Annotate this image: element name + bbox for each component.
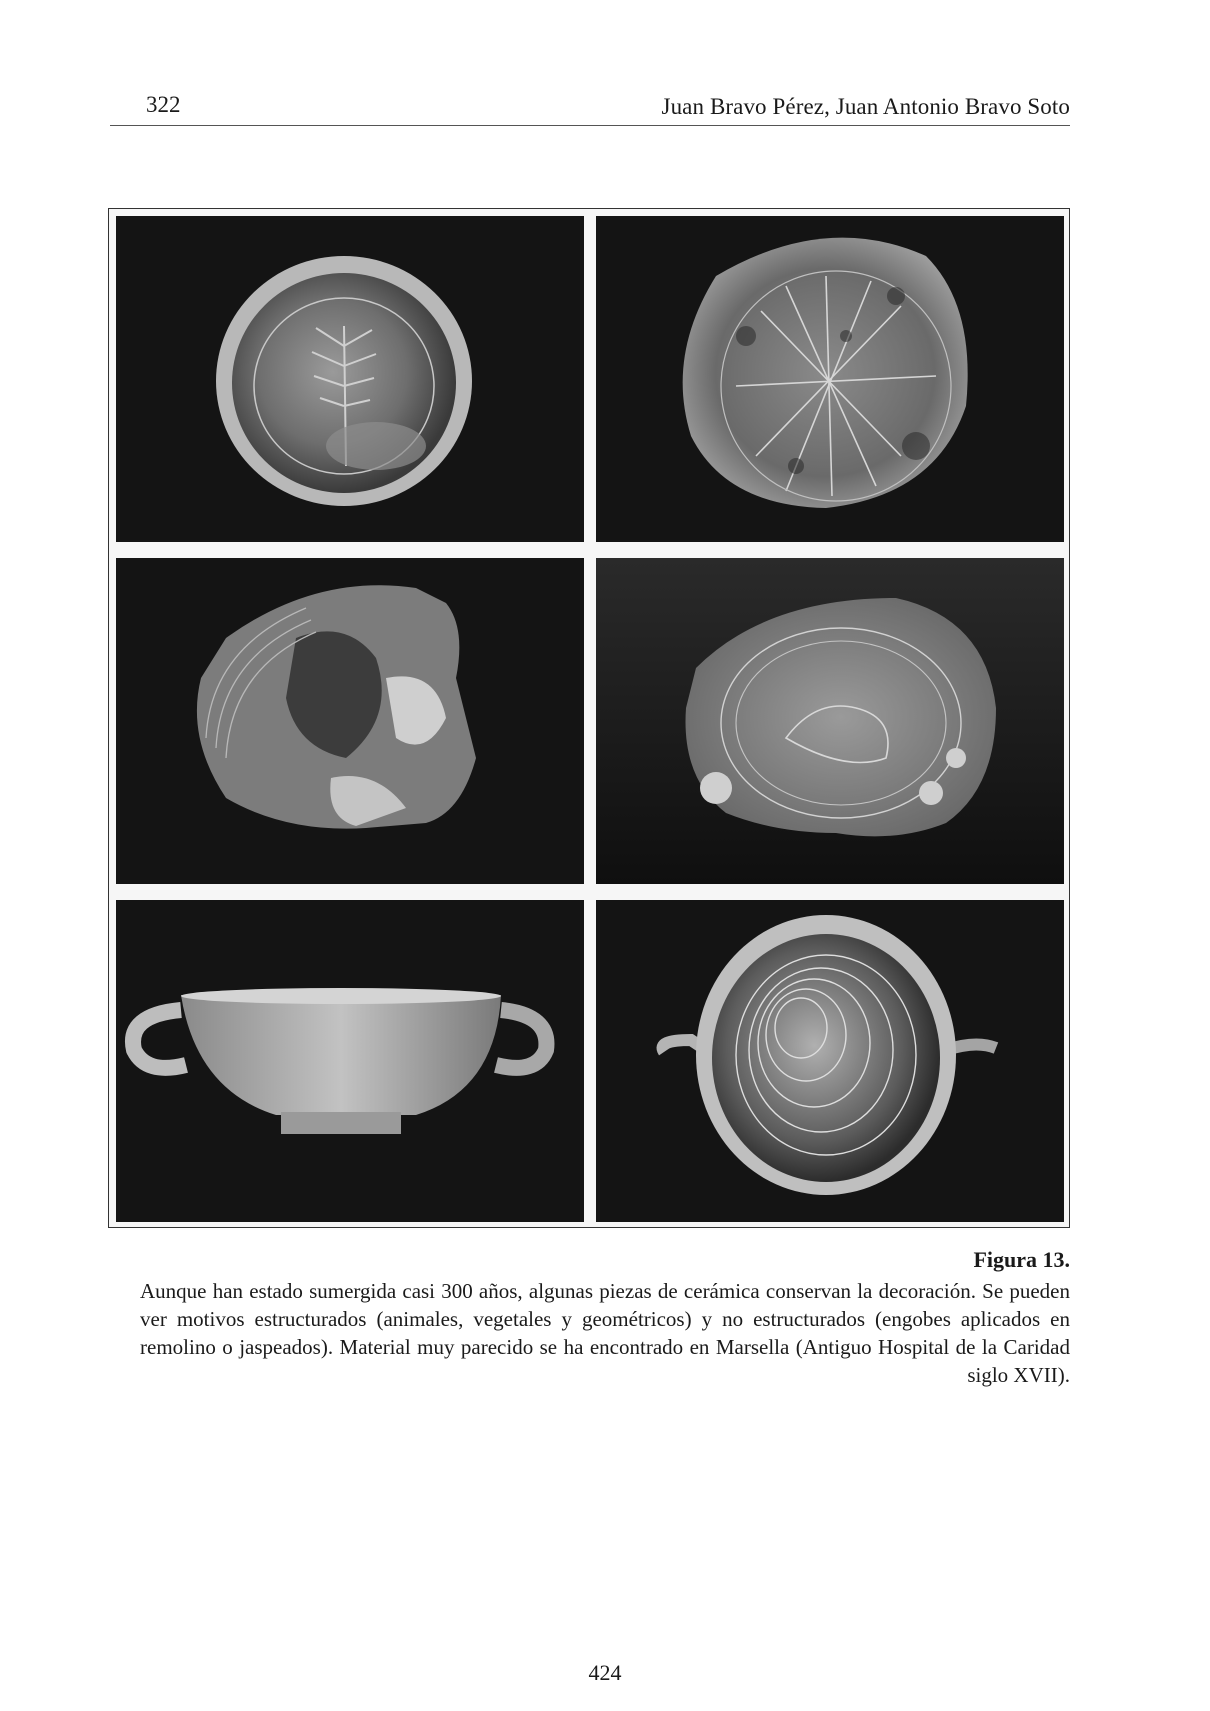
- page-number-bottom: 424: [588, 1660, 622, 1685]
- figure-13-photo-grid: [108, 208, 1070, 1228]
- figure-caption-text: Aunque han estado sumergida casi 300 años, algunas piezas de cerámica conservan la decoración. Se pueden ver motivos estructurados (animales, vegetales y geométricos) y no estructurados (engobes aplicados en remolino o jaspeados). Material muy parecido se ha encontrado en Marsella (Antiguo Hospital de la Caridad siglo XVII).: [140, 1279, 1070, 1387]
- figure-caption: [140, 1245, 1070, 1389]
- header-rule: [110, 125, 1070, 126]
- running-head: [110, 92, 1070, 126]
- photo-plate-incised-decoration: [596, 558, 1064, 884]
- photo-two-handled-bowl-side: [116, 900, 584, 1222]
- photo-plate-radiating-lines: [596, 216, 1064, 542]
- authors-running-head: Juan Bravo Pérez, Juan Antonio Bravo Soto: [661, 94, 1070, 119]
- figure-label: Figura 13.: [973, 1247, 1070, 1272]
- page-number-top: 322: [146, 92, 181, 117]
- photo-fragmented-plate: [116, 558, 584, 884]
- photo-bowl-plant-motif: [116, 216, 584, 542]
- photo-two-handled-bowl-swirl: [596, 900, 1064, 1222]
